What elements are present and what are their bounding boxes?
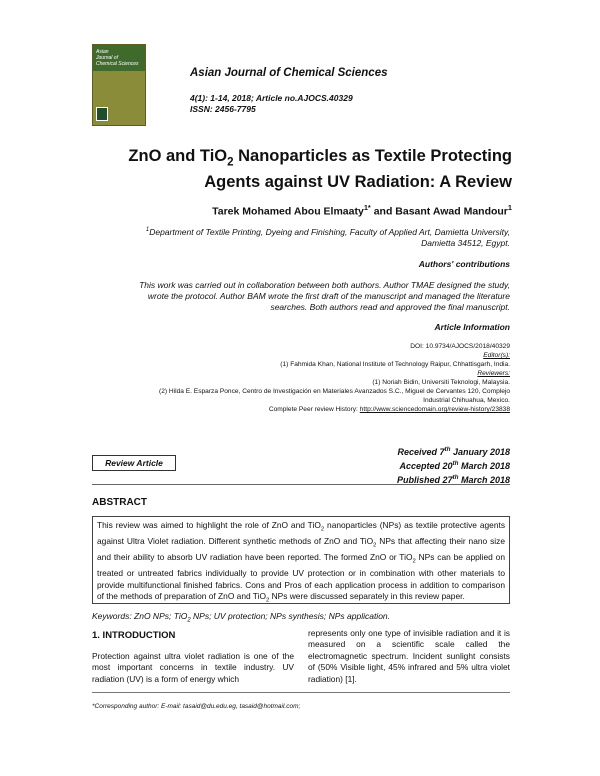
date-part: January 2018 (450, 447, 510, 457)
date-sup: th (452, 460, 459, 467)
abstract-box (92, 516, 510, 604)
reviewers-label: Reviewers: (477, 370, 510, 377)
date-sup: th (444, 446, 451, 453)
abstract-text: NPs were discussed separately in this review paper. (269, 591, 465, 602)
editors-label: Editor(s): (483, 352, 510, 359)
affiliation-sup: 1 (145, 227, 150, 233)
keywords-sub: 2 (187, 617, 191, 624)
cover-line-2: Journal of (96, 55, 118, 61)
history-link[interactable]: http://www.sciencedomain.org/review-history/23838 (359, 406, 510, 413)
peer-review-history (100, 405, 510, 414)
citation: 4(1): 1-14, 2018; Article no.AJOCS.40329 (190, 93, 353, 103)
affiliation-line-1 (100, 225, 510, 238)
abstract-sub: 2 (412, 558, 416, 565)
affiliation (100, 225, 510, 249)
doi: DOI: 10.9734/AJOCS/2018/40329 (410, 343, 510, 350)
abstract-text: nanoparticles (NPs) as textile protective agents against Ultra Violet radiation. Different synthetic methods of ZnO and TiO (97, 520, 506, 547)
received-date (300, 444, 510, 458)
date-part: Received 7 (397, 447, 445, 457)
date-part: Accepted 20 (399, 461, 453, 471)
author-2-sup: 1 (507, 203, 512, 212)
corresponding-author-footnote: *Corresponding author: E-mail: tasaid@du.edu.eg, tasaid@hotmail.com; (92, 703, 301, 710)
introduction-heading: 1. INTRODUCTION (92, 630, 176, 641)
reviewer-2b: Industrial Chihuahua, Mexico. (423, 397, 510, 404)
intro-left-column: Protection against ultra violet radiation is one of the most important concerns in textile industry. UV radiation (UV) is a form of energy which (92, 651, 294, 684)
author-list (100, 203, 512, 218)
author-joiner: and (370, 205, 396, 218)
title-part: ZnO and TiO (128, 147, 228, 165)
editor-1: (1) Fahmida Khan, National Institute of Technology Raipur, Chhattisgarh, India. (280, 361, 510, 368)
title-line-2: Agents against UV Radiation: A Review (204, 173, 512, 192)
contributions-heading: Authors' contributions (418, 259, 510, 269)
abstract-sub: 2 (266, 597, 270, 604)
contrib-line-1: This work was carried out in collaboration between both authors. Author TMAE designed the study, (139, 280, 510, 290)
keywords-part: NPs; UV protection; NPs synthesis; NPs application. (190, 611, 391, 621)
journal-info (190, 93, 353, 115)
abstract-text: This review was aimed to highlight the role of ZnO and TiO (97, 520, 321, 530)
author-1-sup: 1* (363, 203, 371, 212)
accepted-date (300, 458, 510, 472)
keywords-part: Keywords: ZnO NPs; TiO (92, 611, 188, 621)
cover-title (96, 49, 144, 67)
title-line-1 (100, 146, 512, 172)
keywords (92, 611, 390, 624)
article-info-heading: Article Information (434, 322, 510, 332)
date-part: March 2018 (458, 461, 510, 471)
date-part: March 2018 (458, 475, 510, 485)
date-sup: th (452, 474, 459, 481)
date-part: Published 27 (396, 475, 453, 485)
reviewer-1: (1) Noriah Bidin, Universiti Teknologi, Malaysia. (372, 379, 510, 386)
author-2: Basant Awad Mandour (395, 205, 508, 218)
history-label: Complete Peer review History: (268, 406, 360, 413)
issn: ISSN: 2456-7795 (190, 104, 256, 114)
contrib-line-3: searches. Both authors read and approved the final manuscript. (270, 302, 510, 312)
article-info (100, 342, 510, 414)
divider (92, 484, 510, 485)
article-type-badge: Review Article (92, 455, 176, 471)
title-sub: 2 (227, 156, 234, 169)
affiliation-line-2: Damietta 34512, Egypt. (421, 237, 510, 248)
footnote-rule (92, 692, 510, 693)
publisher-logo-icon (96, 107, 108, 121)
publication-dates (300, 444, 510, 486)
abstract-sub: 2 (373, 542, 377, 549)
abstract-heading: ABSTRACT (92, 497, 147, 508)
contrib-line-2: wrote the protocol. Author BAM wrote the first draft of the manuscript and managed the literature (147, 291, 510, 301)
paper-title (100, 146, 512, 192)
title-part: Nanoparticles as Textile Protecting (233, 147, 512, 165)
cover-line-3: Chemical Sciences (96, 61, 139, 67)
abstract-text: NPs can be applied on treated or untreated fabrics individually to provide UV protection or in combination with other materials to provide multifunctional finished fabrics. Cons and Pros of each application process in addition to comparison of the methods of preparation of ZnO and TiO (97, 552, 505, 602)
intro-right-column: represents only one type of invisible radiation and it is measured on a scientific scale called the electromagnetic spectrum. Incident sunlight consists of (50% Visible light, 45% infrared and 5% ultra violet radiation) [1]. (308, 628, 510, 684)
contributions-text (100, 280, 510, 313)
abstract-text: NPs that affecting their nano size and their ability to absorb UV radiation have been reported. The formed ZnO or TiO (97, 536, 505, 563)
abstract-sub: 2 (320, 526, 325, 533)
journal-name: Asian Journal of Chemical Sciences (190, 67, 388, 79)
affiliation-text: Department of Textile Printing, Dyeing and Finishing, Faculty of Applied Art, Damietta University, (149, 226, 510, 237)
reviewer-2a: (2) Hilda E. Esparza Ponce, Centro de Investigación en Materiales Avanzados S.C., Miguel de Cervantes 120, Complejo (159, 388, 510, 395)
journal-cover-thumbnail (92, 44, 146, 126)
author-1: Tarek Mohamed Abou Elmaaty (212, 205, 364, 218)
cover-line-1: Asian (96, 49, 109, 55)
